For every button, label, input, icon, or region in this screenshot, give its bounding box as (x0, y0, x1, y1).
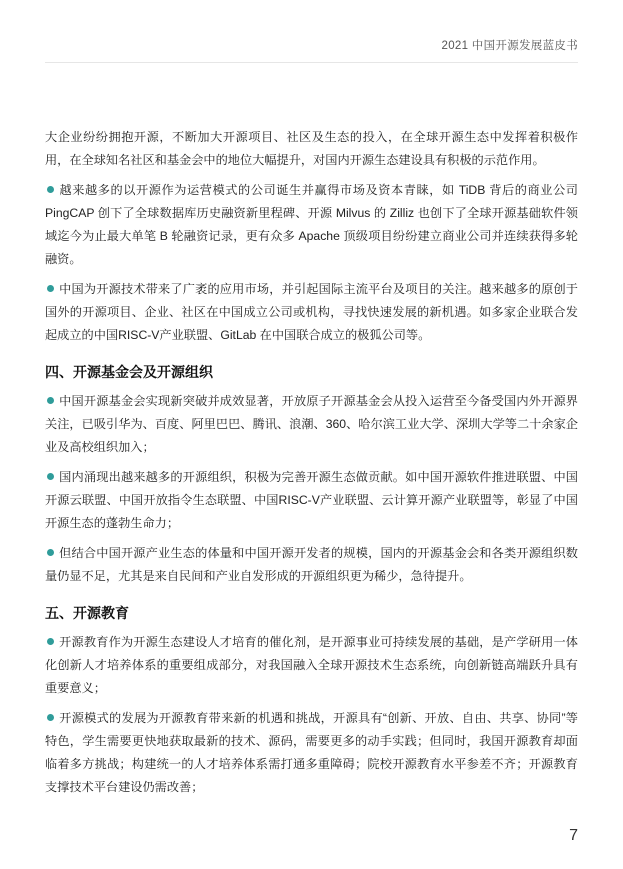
bullet-dot-icon (47, 186, 54, 193)
bullet-text: 开源模式的发展为开源教育带来新的机遇和挑战，开源具有“创新、开放、自由、共享、协同”等特色，学生需要更快地获取最新的技术、源码，需要更多的动手实践；但同时，我国开源教育却面临着多方挑战；构建统一的人才培养体系需打通多重障碍；院校开源教育水平参差不齐；开源教育支撑技术平台建设仍需改善； (45, 711, 578, 794)
bullet-paragraph (45, 542, 578, 588)
intro-paragraph: 大企业纷纷拥抱开源，不断加大开源项目、社区及生态的投入，在全球开源生态中发挥着积极作用，在全球知名社区和基金会中的地位大幅提升，对国内开源生态建设具有积极的示范作用。 (45, 130, 578, 167)
header-divider (45, 62, 578, 63)
bullet-text: 但结合中国开源产业生态的体量和中国开源开发者的规模，国内的开源基金会和各类开源组织数量仍显不足，尤其是来自民间和产业自发形成的开源组织更为稀少，急待提升。 (45, 546, 578, 583)
section-heading-foundations: 四、开源基金会及开源组织 (45, 364, 213, 380)
bullet-paragraph (45, 707, 578, 799)
bullet-paragraph (45, 179, 578, 271)
bullet-paragraph (45, 390, 578, 459)
bullet-paragraph (45, 278, 578, 347)
section-heading-education: 五、开源教育 (45, 605, 129, 621)
bullet-dot-icon (47, 397, 54, 404)
running-header: 2021 中国开源发展蓝皮书 (441, 40, 578, 52)
bullet-dot-icon (47, 473, 54, 480)
bullet-text: 中国为开源技术带来了广袤的应用市场，并引起国际主流平台及项目的关注。越来越多的原创于国外的开源项目、企业、社区在中国成立公司或机构，寻找快速发展的新机遇。如多家企业联合发起成立的中国RISC-V产业联盟、GitLab 在中国联合成立的极狐公司等。 (45, 282, 578, 342)
bullet-dot-icon (47, 714, 54, 721)
bullet-dot-icon (47, 638, 54, 645)
bullet-text: 中国开源基金会实现新突破并成效显著，开放原子开源基金会从投入运营至今备受国内外开源界关注，已吸引华为、百度、阿里巴巴、腾讯、浪潮、360、哈尔滨工业大学、深圳大学等二十余家企业及高校组织加入； (45, 394, 578, 454)
page-number: 7 (569, 827, 578, 844)
bullet-dot-icon (47, 285, 54, 292)
bullet-paragraph (45, 466, 578, 535)
bullet-text: 开源教育作为开源生态建设人才培育的催化剂，是开源事业可持续发展的基础，是产学研用一体化创新人才培养体系的重要组成部分，对我国融入全球开源技术生态系统，向创新链高端跃升具有重要意义； (45, 635, 578, 695)
page-body (45, 126, 578, 806)
bullet-paragraph (45, 631, 578, 700)
bullet-text: 国内涌现出越来越多的开源组织，积极为完善开源生态做贡献。如中国开源软件推进联盟、中国开源云联盟、中国开放指令生态联盟、中国RISC-V产业联盟、云计算开源产业联盟等，彰显了中国开源生态的蓬勃生命力； (45, 470, 578, 530)
bullet-dot-icon (47, 549, 54, 556)
bullet-text: 越来越多的以开源作为运营模式的公司诞生并赢得市场及资本青睐，如 TiDB 背后的商业公司 PingCAP 创下了全球数据库历史融资新里程碑、开源 Milvus 的 Zilliz 也创下了全球开源基础软件领域迄今为止最大单笔 B 轮融资记录，更有众多 Apache 顶级项目纷纷建立商业公司并连续获得多轮融资。 (45, 183, 578, 266)
